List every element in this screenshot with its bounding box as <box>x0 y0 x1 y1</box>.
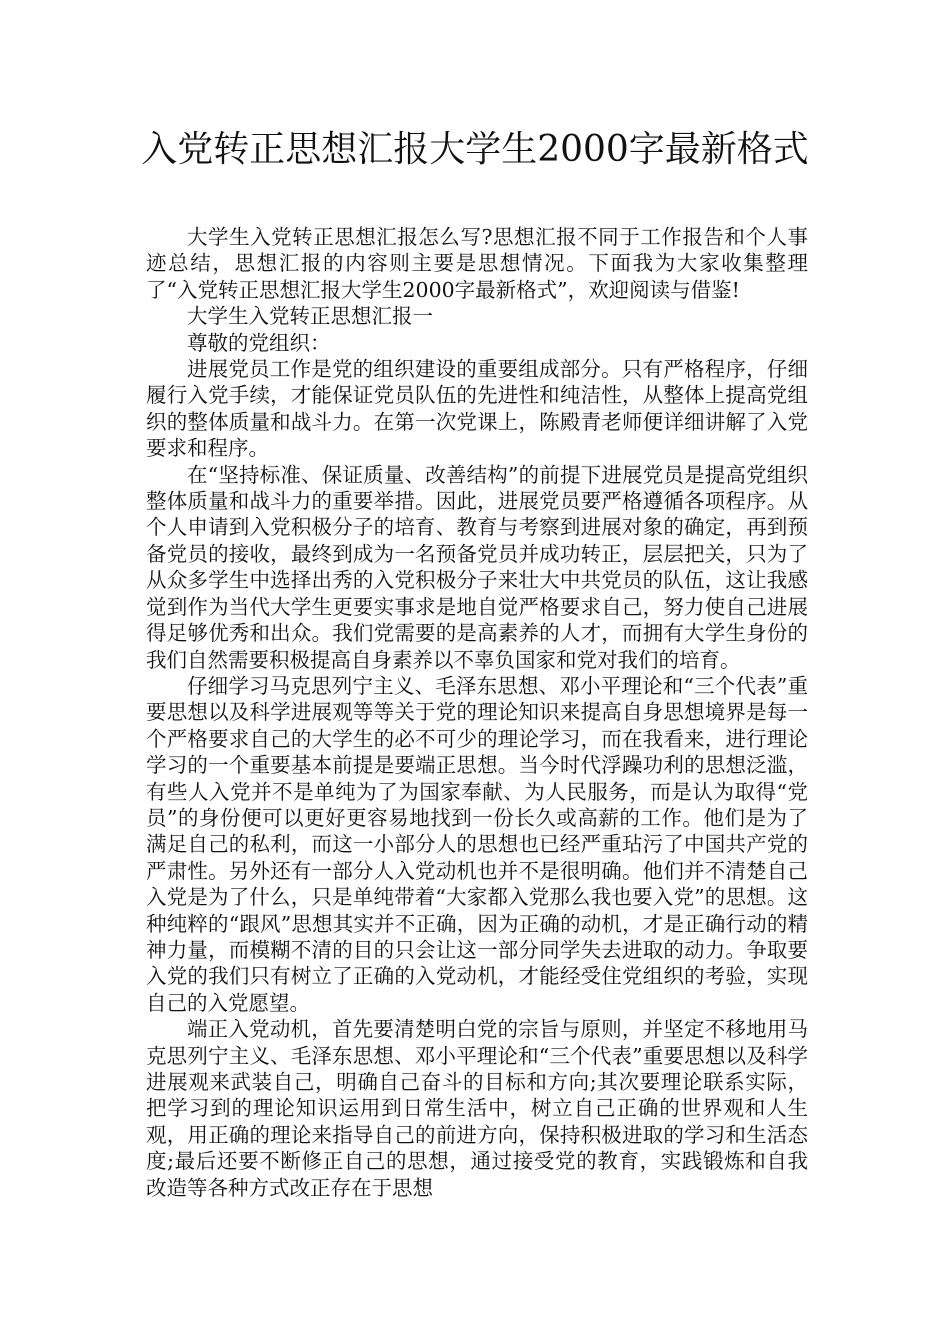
section-heading: 大学生入党转正思想汇报一 <box>187 304 433 329</box>
document-title: 入党转正思想汇报大学生2000字最新格式 <box>141 129 809 170</box>
paragraph: 在“坚持标准、保证质量、改善结构”的前提下进展党员是提高党组织整体质量和战斗力的重要举措。因此，进展党员要严格遵循各项程序。从个人申请到入党积极分子的培育、教育与考察到进展对象的确定，再到预备党员的接收，最终到成为一名预备党员并成功转正，层层把关，只为了从众多学生中选择出秀的入党积极分子来壮大中共党员的队伍，这让我感觉到作为当代大学生更要实事求是地自觉严格要求自己，努力使自己进展得足够优秀和出众。我们党需要的是高素养的人才，而拥有大学生身份的我们自然需要积极提高自身素养以不辜负国家和党对我们的培育。 <box>146 462 808 672</box>
document-body <box>146 224 808 1201</box>
paragraph: 仔细学习马克思列宁主义、毛泽东思想、邓小平理论和“三个代表”重要思想以及科学进展观等等关于党的理论知识来提高自身思想境界是每一个严格要求自己的大学生的必不可少的理论学习，而在我看来，进行理论学习的一个重要基本前提是要端正思想。当今时代浮躁功利的思想泛滥，有些人入党并不是单纯为了为国家奉献、为人民服务，而是认为取得“党员”的身份便可以更好更容易地找到一份长久或高薪的工作。他们是为了满足自己的私利，而这一小部分人的思想也已经严重玷污了中国共产党的严肃性。另外还有一部分人入党动机也并不是很明确。他们并不清楚自己入党是为了什么，只是单纯带着“大家都入党那么我也要入党”的思想。这种纯粹的“跟风”思想其实并不正确，因为正确的动机，才是正确行动的精神力量，而模糊不清的目的只会让这一部分同学失去进取的动力。争取要入党的我们只有树立了正确的入党动机，才能经受住党组织的考验，实现自己的入党愿望。 <box>146 673 808 1015</box>
paragraph: 端正入党动机，首先要清楚明白党的宗旨与原则，并坚定不移地用马克思列宁主义、毛泽东思想、邓小平理论和“三个代表”重要思想以及科学进展观来武装自己，明确自己奋斗的目标和方向;其次要理论联系实际，把学习到的理论知识运用到日常生活中，树立自己正确的世界观和人生观，用正确的理论来指导自己的前进方向，保持积极进取的学习和生活态度;最后还要不断修正自己的思想，通过接受党的教育，实践锻炼和自我改造等各种方式改正存在于思想 <box>146 1017 808 1200</box>
paragraph-intro: 大学生入党转正思想汇报怎么写?思想汇报不同于工作报告和个人事迹总结，思想汇报的内容则主要是思想情况。下面我为大家收集整理了“入党转正思想汇报大学生2000字最新格式”，欢迎阅读与借鉴! <box>146 225 808 302</box>
paragraph: 进展党员工作是党的组织建设的重要组成部分。只有严格程序，仔细履行入党手续，才能保证党员队伍的先进性和纯洁性，从整体上提高党组织的整体质量和战斗力。在第一次党课上，陈殿青老师便详细讲解了入党要求和程序。 <box>146 357 808 461</box>
salutation: 尊敬的党组织： <box>187 330 331 355</box>
